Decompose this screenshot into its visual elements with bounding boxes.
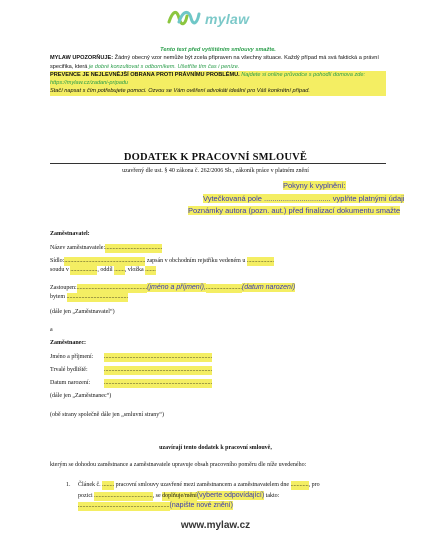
disclaimer-notice xyxy=(50,46,386,96)
rep-name-hint: (jméno a příjmení), xyxy=(147,284,206,291)
register-court-field[interactable]: .................. xyxy=(246,258,274,264)
employee-name-label: Jméno a příjmení: xyxy=(50,354,94,360)
employee-birth-label: Datum narození: xyxy=(50,380,91,386)
bytem-field[interactable]: ......................................... xyxy=(66,294,128,300)
and-text: a xyxy=(50,327,53,333)
clause-position-field[interactable]: ....................................... xyxy=(94,493,153,499)
section-field[interactable]: ....... xyxy=(114,267,125,273)
clause-number: 1. xyxy=(66,482,71,488)
employee-heading: Zaměstnanec: xyxy=(50,340,86,346)
note-dots: Vytečkovaná pole ................................ vyplňte platnými údaji xyxy=(203,194,405,203)
logo-text: mylaw xyxy=(205,11,250,27)
employee-address-field[interactable]: ........................................................................ xyxy=(104,367,212,373)
clause-article-field[interactable]: ........ xyxy=(102,482,115,488)
employer-name-row xyxy=(50,244,162,253)
document-title: DODATEK K PRACOVNÍ SMLOUVĚ xyxy=(123,152,308,163)
bytem-label: bytem xyxy=(50,294,67,300)
employer-name-label: Název zaměstnavatele: xyxy=(50,245,106,251)
employee-name-field[interactable]: ........................................................................ xyxy=(104,354,212,360)
conclude-text: uzavírají tento dodatek k pracovní smlouvě, xyxy=(159,445,272,451)
clause-t1: Článek č. xyxy=(78,482,103,488)
clause-date-field[interactable]: ............ xyxy=(290,482,309,488)
document-subtitle: uzavřený dle ust. § 40 zákona č. 262/2006 Sb., zákoník práce v platném znění xyxy=(122,168,309,174)
insert-label: , vložka xyxy=(124,267,146,273)
employer-alias: (dále jen „Zaměstnavatel“) xyxy=(50,309,115,315)
clause-t2: pracovní smlouvy uzavřené mezi zaměstnancem a zaměstnavatelem dne xyxy=(114,482,291,488)
employee-address-label: Trvalé bydliště: xyxy=(50,367,88,373)
footer-url[interactable]: www.mylaw.cz xyxy=(180,520,251,531)
clause-choice-hint: (vyberte odpovídající) xyxy=(196,492,265,499)
clause-line-3 xyxy=(78,501,233,511)
warn-green-text: je dobré konzultovat s odborníkem. Ušetříte tím čas i peníze. xyxy=(88,63,240,70)
employer-name-field[interactable]: ...................................... xyxy=(105,245,163,251)
mylaw-logo-icon xyxy=(167,6,201,30)
rep-birth-field[interactable]: ........................ xyxy=(205,285,242,291)
title-divider xyxy=(50,163,386,164)
insert-field[interactable]: ....... xyxy=(145,267,156,273)
prevention-link[interactable]: Najdete si online průvodce s pohodlí domova zde: https://mylaw.cz/zadani-pripadu xyxy=(50,71,366,87)
rep-birth-hint: (datum narození) xyxy=(241,284,296,291)
rep-name-field[interactable]: ............................................... xyxy=(76,285,148,291)
clause-t5: , se xyxy=(152,493,163,499)
court-field[interactable]: .................. xyxy=(70,267,98,273)
employee-birth-field[interactable]: ........................................................................ xyxy=(104,380,212,386)
employer-address-row xyxy=(50,293,128,302)
register-text: zapsán v obchodním rejstříku vedeném u xyxy=(145,258,247,264)
employer-seat-row xyxy=(50,257,390,266)
note-instructions: Pokyny k vyplnění: xyxy=(283,181,346,190)
note-author: Poznámky autora (pozn. aut.) před finalizací dokumentu smažte xyxy=(188,206,401,215)
employer-court-row xyxy=(50,266,156,275)
employer-seat-label: Sídlo: xyxy=(50,258,65,264)
clause-line-1 xyxy=(78,481,388,490)
clause-t4: pozici xyxy=(78,493,95,499)
parties-alias: (obě strany společně dále jen „smluvní strany“) xyxy=(50,412,164,418)
clause-t7: takto: xyxy=(264,493,280,499)
court-label: soudu v xyxy=(50,267,71,273)
section-label: , oddíl xyxy=(97,267,115,273)
employee-alias: (dále jen „Zaměstnanec“) xyxy=(50,393,112,399)
clause-choice-field[interactable]: doplňuje/mění xyxy=(162,493,197,499)
clause-t3: , pro xyxy=(308,482,320,488)
notice-last: Stačí napsat s čím potřebujete pomoci. Ozvou se Vám ověření advokáti ideální pro Váš konkrétní případ. xyxy=(50,87,386,95)
employee-name-row xyxy=(50,353,93,362)
employer-rep-row xyxy=(50,283,400,293)
prevention-text: PREVENCE JE NEJLEVNĚJŠÍ OBRANA PROTI PRÁVNÍMU PROBLÉMU. xyxy=(50,71,240,78)
mylaw-logo xyxy=(167,4,277,34)
agreement-text: kterým se dohodou zaměstnance a zaměstnavatele upravuje obsah pracovního poměru dle níže uvedeného: xyxy=(50,462,307,468)
clause-new-text-field[interactable]: ............................................................. xyxy=(78,503,170,509)
clause-new-text-hint: (napište nové znění) xyxy=(169,502,233,509)
employer-seat-field[interactable]: ...................................................... xyxy=(64,258,146,264)
notice-header: Tento text před vytištěním smlouvy smažte. xyxy=(160,47,276,53)
clause-line-2 xyxy=(78,491,398,501)
employer-heading: Zaměstnavatel: xyxy=(50,231,90,237)
warn-label: MYLAW UPOZORŇUJE: xyxy=(50,55,114,62)
rep-label: Zastoupen: xyxy=(50,285,77,291)
warn-text: Žádný obecný vzor nemůže být zcela připraven na všechny situace. Každý případ má svá faktická a právní specifika, která xyxy=(50,55,379,70)
